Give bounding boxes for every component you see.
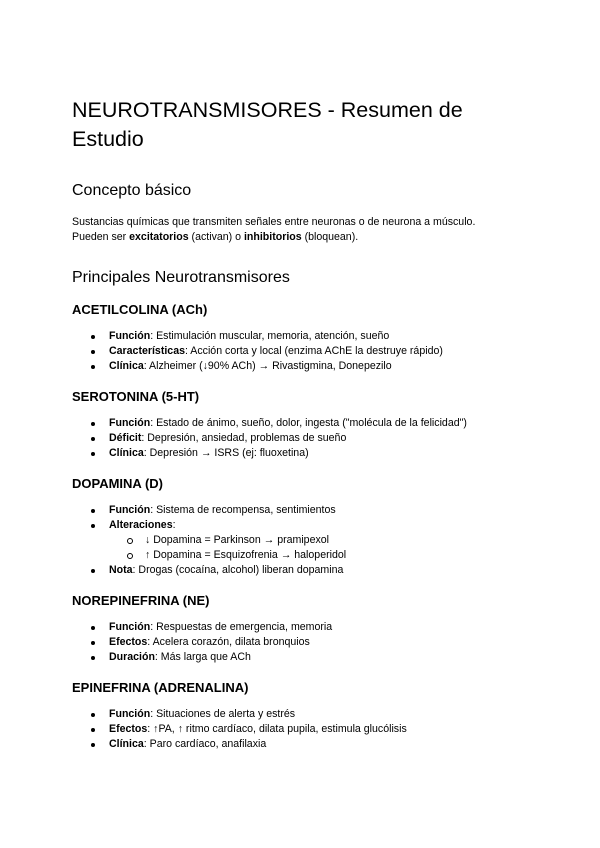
list-item: Efectos: Acelera corazón, dilata bronquios bbox=[109, 635, 528, 650]
section-acetilcolina bbox=[72, 301, 528, 374]
section-heading: EPINEFRINA (ADRENALINA) bbox=[72, 680, 249, 695]
section-heading: NOREPINEFRINA (NE) bbox=[72, 593, 210, 608]
list-item: Alteraciones: ↓ Dopamina = Parkinson → pramipexol ↑ Dopamina = Esquizofrenia → haloperidol bbox=[109, 518, 528, 563]
bullet-list bbox=[72, 620, 528, 665]
list-item: Nota: Drogas (cocaína, alcohol) liberan dopamina bbox=[109, 563, 528, 578]
section-heading: SEROTONINA (5-HT) bbox=[72, 389, 200, 404]
list-item: Clínica: Paro cardíaco, anafilaxia bbox=[109, 737, 528, 752]
sub-bullet-list bbox=[109, 533, 528, 563]
section-dopamina bbox=[72, 475, 528, 578]
list-item: Clínica: Alzheimer (↓90% ACh) → Rivastigmina, Donepezilo bbox=[109, 359, 528, 374]
concepto-heading: Concepto básico bbox=[72, 182, 192, 199]
list-item: Función: Estado de ánimo, sueño, dolor, ingesta ("molécula de la felicidad") bbox=[109, 416, 528, 431]
bullet-list bbox=[72, 329, 528, 374]
list-item: Características: Acción corta y local (enzima AChE la destruye rápido) bbox=[109, 344, 528, 359]
concepto-line-1: Sustancias químicas que transmiten señales entre neuronas o de neurona a músculo. bbox=[72, 216, 476, 228]
excitatorios-term: excitatorios bbox=[129, 231, 189, 243]
sub-list-item: ↑ Dopamina = Esquizofrenia → haloperidol bbox=[145, 548, 528, 563]
list-item: Duración: Más larga que ACh bbox=[109, 650, 528, 665]
list-item: Función: Estimulación muscular, memoria, atención, sueño bbox=[109, 329, 528, 344]
bullet-list bbox=[72, 503, 528, 578]
list-item: Efectos: ↑PA, ↑ ritmo cardíaco, dilata pupila, estimula glucólisis bbox=[109, 722, 528, 737]
page-title: NEUROTRANSMISORES - Resumen de Estudio bbox=[72, 98, 463, 151]
list-item: Función: Situaciones de alerta y estrés bbox=[109, 707, 528, 722]
bullet-list bbox=[72, 707, 528, 752]
principales-heading: Principales Neurotransmisores bbox=[72, 269, 290, 286]
section-epinefrina bbox=[72, 679, 528, 752]
inhibitorios-term: inhibitorios bbox=[243, 231, 302, 243]
sub-list-item: ↓ Dopamina = Parkinson → pramipexol bbox=[145, 533, 528, 548]
section-heading: DOPAMINA (D) bbox=[72, 476, 163, 491]
list-item: Función: Sistema de recompensa, sentimientos bbox=[109, 503, 528, 518]
section-serotonina bbox=[72, 388, 528, 461]
list-item: Déficit: Depresión, ansiedad, problemas de sueño bbox=[109, 431, 528, 446]
section-heading: ACETILCOLINA (ACh) bbox=[72, 302, 208, 317]
bullet-list bbox=[72, 416, 528, 461]
concepto-paragraph: Sustancias químicas que transmiten señales entre neuronas o de neurona a músculo. Pueden ser excitatorios (activan) o inhibitorios (bloquean). bbox=[72, 216, 476, 243]
section-norepinefrina bbox=[72, 592, 528, 665]
list-item: Clínica: Depresión → ISRS (ej: fluoxetina) bbox=[109, 446, 528, 461]
list-item: Función: Respuestas de emergencia, memoria bbox=[109, 620, 528, 635]
